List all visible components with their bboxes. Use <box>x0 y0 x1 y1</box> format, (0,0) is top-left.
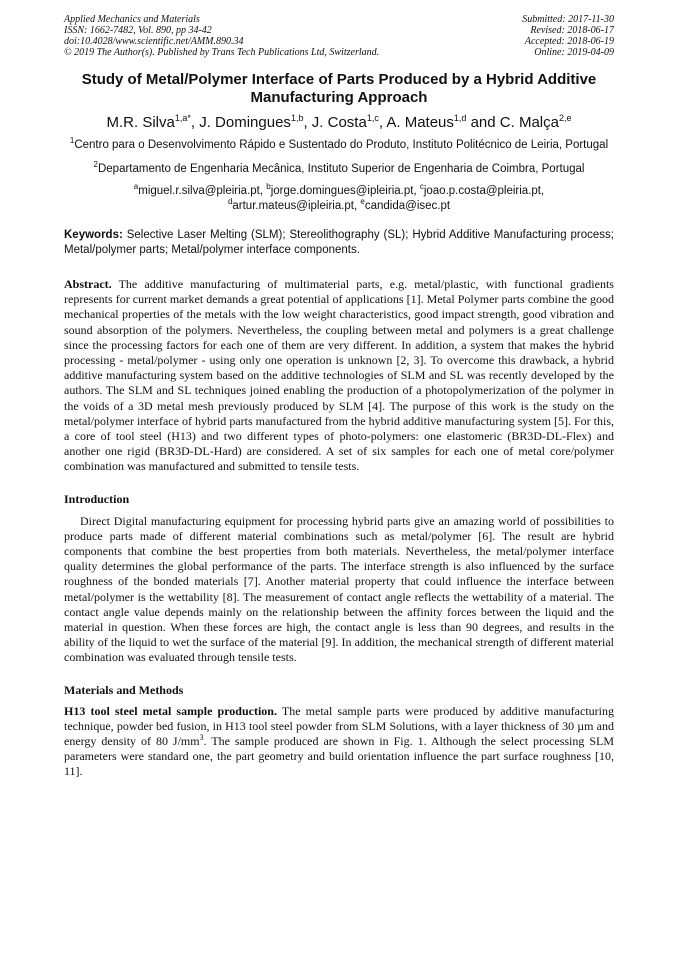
author-emails: $^a$miguel.r.silva@pleiria.pt, $^b$jorge.domingues@ipleiria.pt, $^c$joao.p.costa@pleiria.pt, $^d$artur.mateus@ipleiria.pt, $^e$candida@isec.pt <box>133 182 545 212</box>
keywords-label: Keywords: <box>64 229 123 241</box>
abstract-text: The additive manufacturing of multimaterial parts, e.g. metal/plastic, with functional gradients represents for current market demands a great potential of applications [1]. Metal Polymer parts combine the good mechanical properties of the metals with the low weight characteristics, good impact strength, good vibration and sound absorption of the polymers. Nevertheless, the coupling between metal and polymers is a great challenge since the processing factors for each one of them are very different. In addition, a system that makes the hybrid processing - metal/polymer - using only one operation is unknown [2, 3]. To overcome this drawback, a hybrid additive manufacturing system based on the additive technologies of SLM and SL was recently developed by the authors. The SLM and SL techniques joined enabling the production of a photopolymerization of the polymer in the voids of a 3D metal mesh previously produced by SLM [4]. The purpose of this work is the study on the metal/polymer interface of hybrid parts manufactured from the hybrid additive manufacturing system [5]. For this, a core of tool steel (H13) and two different types of photo-polymers: one elastomeric (BR3D-DL-Flex) and another one rigid (BR3D-DL-Hard) are considered. A set of six samples for each one of metal core/polymer combination was manufactured and submitted to tensile tests. <box>64 277 614 474</box>
email-link[interactable]: $^c$joao.p.costa@pleiria.pt <box>419 182 541 197</box>
date-accepted: Accepted: 2018-06-19 <box>524 36 614 47</box>
introduction-paragraph: Direct Digital manufacturing equipment for processing hybrid parts give an amazing world of possibilities to produce parts made of different material combinations such as metal/polymer [6]. The result are hybrid components that combine the best properties from both materials. Nevertheless, the metal/polymer interface quality determines the global performance of the parts. The interface strength is also influenced by the surface roughness of the bonded materials [7]. Another material property that could influence the interface between metal/polymer is the wettability [8]. The measurement of contact angle reflects the wettability of a material. The contact angle value depends mainly on the relationship between the affinity forces between the liquid and the material in question. When these forces are high, the contact angle is less than 90 degrees, and results in the ability of the liquid to wet the surface of the material [9]. In addition, the mechanical strength of different material combination was evaluated through tensile tests. <box>64 513 614 665</box>
date-revised: Revised: 2018-06-17 <box>530 25 614 36</box>
affiliation: $^2$Departamento de Engenharia Mecânica, Instituto Superior de Engenharia de Coimbra, Portugal <box>93 160 585 175</box>
submission-dates <box>522 14 614 58</box>
journal-info <box>64 14 379 58</box>
email-link[interactable]: $^a$miguel.r.silva@pleiria.pt <box>133 182 260 197</box>
methods-paragraph: H13 tool steel metal sample production. The metal sample parts were produced by additive manufacturing technique, powder bed fusion, in H13 tool steel powder from SLM Solutions, with a layer thickness of 30 µm and energy density of 80 $J/mm^3$. The sample produced are shown in Fig. 1. Although the select processing SLM parameters were standard one, the part geometry and build orientation influence the part surface roughness [10, 11]. <box>64 703 614 779</box>
abstract-label: Abstract. <box>64 277 112 291</box>
email-link[interactable]: $^e$candida@isec.pt <box>360 197 451 212</box>
email-link[interactable]: $^b$jorge.domingues@ipleiria.pt <box>266 182 414 197</box>
journal-issn: ISSN: 1662-7482, Vol. 890, pp 34-42 <box>64 25 212 36</box>
author-list: M.R. Silva$^{1,a*}$, J. Domingues$^{1,b}$, J. Costa$^{1,c}$, A. Mateus$^{1,d}$ and C. Malça$^{2,e}$ <box>106 113 572 131</box>
date-online: Online: 2019-04-09 <box>534 47 614 58</box>
section-heading-methods: Materials and Methods <box>64 682 184 697</box>
journal-doi: doi:10.4028/www.scientific.net/AMM.890.34 <box>64 36 244 47</box>
date-submitted: Submitted: 2017-11-30 <box>522 14 614 25</box>
author: C. Malça$^{2,e}$ <box>499 113 572 131</box>
keywords <box>64 228 614 258</box>
author: A. Mateus$^{1,d}$ <box>386 113 467 131</box>
section-heading-introduction: Introduction <box>64 491 130 506</box>
author: J. Costa$^{1,c}$ <box>311 113 379 131</box>
journal-name: Applied Mechanics and Materials <box>64 14 200 25</box>
affiliation: $^1$Centro para o Desenvolvimento Rápido e Sustentado do Produto, Instituto Politécnico de Leiria, Portugal <box>69 136 609 151</box>
journal-copyright: © 2019 The Author(s). Published by Trans Tech Publications Ltd, Switzerland. <box>64 47 380 58</box>
methods-subheading: H13 tool steel metal sample production. <box>64 703 277 718</box>
abstract <box>64 277 614 475</box>
author: M.R. Silva$^{1,a*}$ <box>106 113 191 131</box>
keywords-text: Selective Laser Melting (SLM); Stereolithography (SL); Hybrid Additive Manufacturing process; Metal/polymer parts; Metal/polymer interface components. <box>64 229 614 256</box>
paper-page <box>64 14 614 780</box>
journal-header <box>64 14 614 58</box>
paper-title: Study of Metal/Polymer Interface of Parts Produced by a Hybrid Additive Manufacturing Approach <box>81 71 597 106</box>
email-link[interactable]: $^d$artur.mateus@ipleiria.pt <box>227 197 355 212</box>
author: J. Domingues$^{1,b}$ <box>199 113 304 131</box>
